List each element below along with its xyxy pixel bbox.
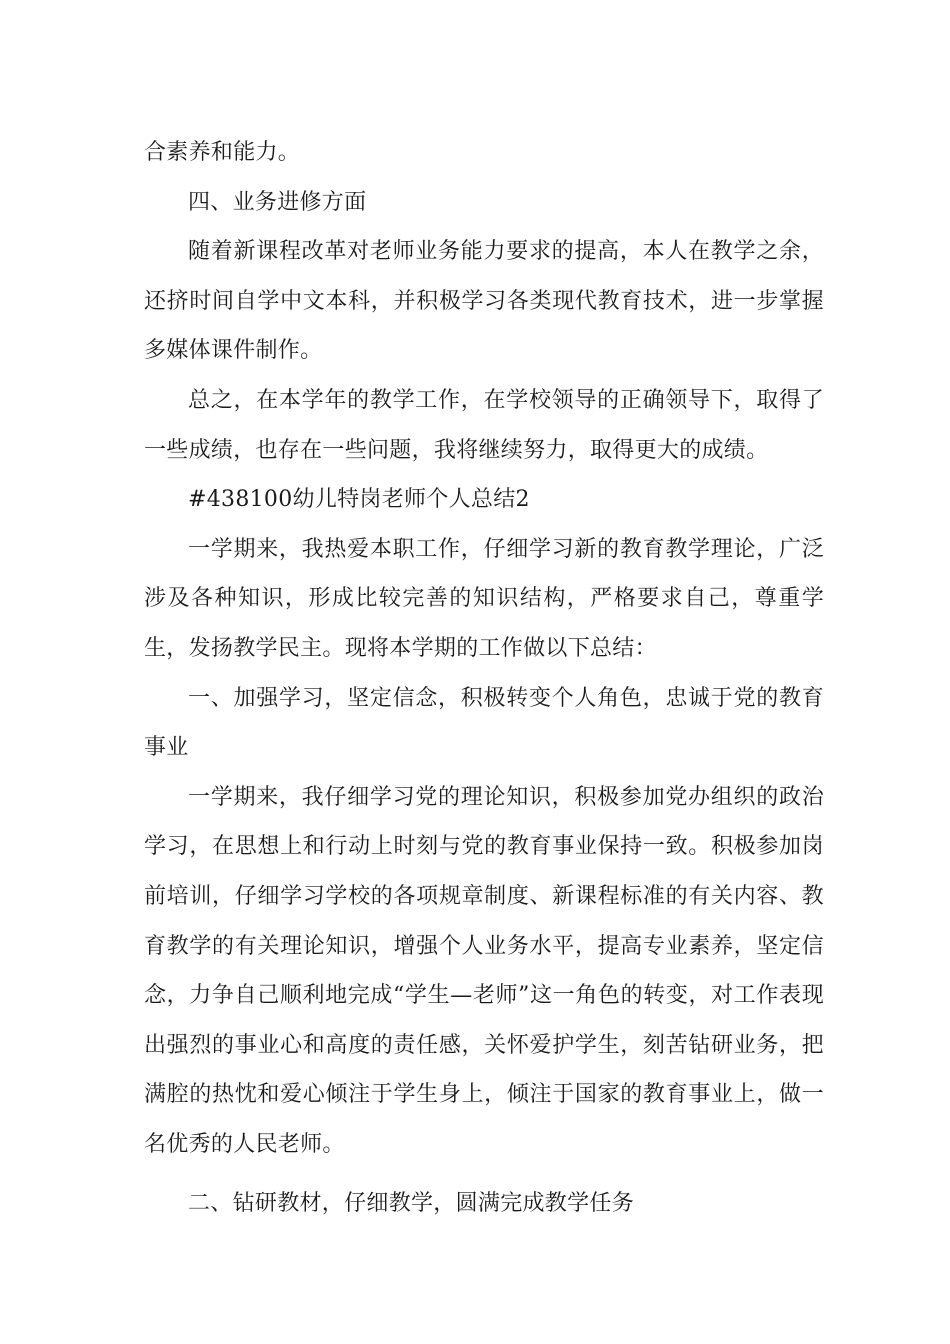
document-subtitle: #438100幼儿特岗老师个人总结2 (188, 487, 530, 513)
document-body (144, 128, 824, 1229)
section-heading-four: 四、业务进修方面 (188, 189, 367, 215)
paragraph-professional-study: 随着新课程改革对老师业务能力要求的提高，本人在教学之余，还挤时间自学中文本科，并积极学习各类现代教育技术，进一步掌握多媒体课件制作。 (144, 239, 824, 364)
paragraph-continuation: 合素养和能力。 (144, 140, 301, 165)
paragraph-study-party-theory: 一学期来，我仔细学习党的理论知识，积极参加党办组织的政治学习，在思想上和行动上时刻与党的教育事业保持一致。积极参加岗前培训，仔细学习学校的各项规章制度、新课程标准的有关内容、教育教学的有关理论知识，增强个人业务水平，提高专业素养，坚定信念，力争自己顺利地完成“学生—老师”这一角色的转变，对工作表现出强烈的事业心和高度的责任感，关怀爱护学生，刻苦钻研业务，把满腔的热忱和爱心倾注于学生身上，倾注于国家的教育事业上，做一名优秀的人民老师。 (144, 784, 824, 1157)
paragraph-introduction: 一学期来，我热爱本职工作，仔细学习新的教育教学理论，广泛涉及各种知识，形成比较完善的知识结构，严格要求自己，尊重学生，发扬教学民主。现将本学期的工作做以下总结： (144, 536, 824, 661)
section-heading-two: 二、钻研教材，仔细教学，圆满完成教学任务 (188, 1191, 635, 1217)
paragraph-conclusion: 总之，在本学年的教学工作，在学校领导的正确领导下，取得了一些成绩，也存在一些问题，我将继续努力，取得更大的成绩。 (144, 387, 824, 463)
section-heading-one: 一、加强学习，坚定信念，积极转变个人角色，忠诚于党的教育事业 (144, 685, 824, 761)
